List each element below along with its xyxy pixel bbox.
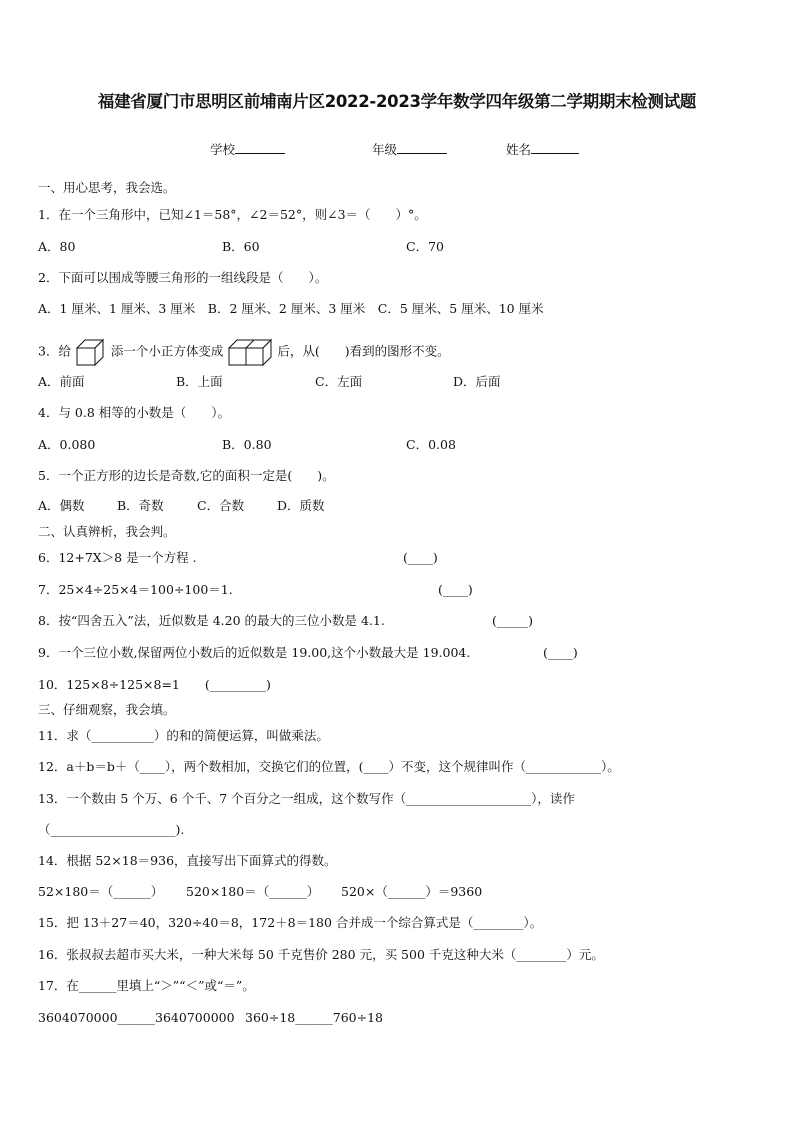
question-1: 1．在一个三角形中，已知∠1＝58°，∠2＝52°，则∠3＝（ ）°。 <box>38 207 427 222</box>
grade-blank[interactable] <box>397 141 447 154</box>
section-3-heading: 三、仔细观察，我会填。 <box>38 702 176 717</box>
name-label: 姓名 <box>506 142 532 157</box>
question-17: 17．在______里填上“＞”“＜”或“＝”。 <box>38 978 255 993</box>
option-c[interactable]: C．左面 <box>315 374 363 389</box>
question-13-line-2[interactable]: （____________________). <box>38 822 185 837</box>
question-11[interactable]: 11．求（__________）的和的简便运算，叫做乘法。 <box>38 728 329 743</box>
comparison-2[interactable]: 360÷18______760÷18 <box>245 1010 383 1025</box>
question-13-line-1[interactable]: 13．一个数由 5 个万、6 个千、7 个百分之一组成，这个数写作（____________________），读作 <box>38 791 575 806</box>
expression-1[interactable]: 52×180＝（______） <box>38 884 164 899</box>
grade-label: 年级 <box>372 142 398 157</box>
section-2-heading: 二、认真辨析，我会判。 <box>38 524 176 539</box>
grade-field[interactable] <box>372 140 447 158</box>
question-8: 8．按“四舍五入”法，近似数是 4.20 的最大的三位小数是 4.1. <box>38 613 385 628</box>
question-9: 9．一个三位小数,保留两位小数后的近似数是 19.00,这个小数最大是 19.004. <box>38 645 471 660</box>
question-10[interactable]: 10．125×8÷125×8=1 (_________) <box>38 677 271 692</box>
question-3 <box>38 338 450 366</box>
question-4: 4．与 0.8 相等的小数是（ ）。 <box>38 405 231 420</box>
option-a[interactable]: A．前面 <box>38 374 85 389</box>
name-field[interactable] <box>506 140 579 158</box>
question-8-answer-blank[interactable]: (_____) <box>492 613 534 628</box>
question-3-part2: 添一个小正方体变成 <box>110 343 224 359</box>
expression-2[interactable]: 520×180＝（______） <box>186 884 320 899</box>
student-info-row <box>0 140 794 160</box>
page-title: 福建省厦门市思明区前埔南片区2022-2023学年数学四年级第二学期期末检测试题 <box>97 92 697 111</box>
section-1-heading: 一、用心思考，我会选。 <box>38 180 176 195</box>
option-d[interactable]: D．质数 <box>277 498 325 513</box>
option-b[interactable]: B．奇数 <box>117 498 164 513</box>
school-field[interactable] <box>210 140 285 158</box>
comparison-1[interactable]: 3604070000______3640700000 <box>38 1010 235 1025</box>
double-cube-icon <box>227 338 273 366</box>
option-b[interactable]: B．60 <box>222 239 260 254</box>
option-b[interactable]: B．0.80 <box>222 437 272 452</box>
name-blank[interactable] <box>531 141 579 154</box>
school-label: 学校 <box>210 142 236 157</box>
option-c[interactable]: C．70 <box>406 239 444 254</box>
option-a[interactable]: A．0.080 <box>38 437 96 452</box>
question-15[interactable]: 15．把 13＋27＝40，320÷40＝8，172＋8＝180 合并成一个综合算式是（________）。 <box>38 915 543 930</box>
single-cube-icon <box>75 338 107 366</box>
option-c[interactable]: C．0.08 <box>406 437 456 452</box>
question-14: 14．根据 52×18＝936，直接写出下面算式的得数。 <box>38 853 337 868</box>
option-c[interactable]: C．合数 <box>197 498 245 513</box>
question-12[interactable]: 12．a＋b＝b＋（____），两个数相加，交换它们的位置，(____）不变，这个规律叫作（____________）。 <box>38 759 620 774</box>
question-7: 7．25×4÷25×4＝100÷100＝1. <box>38 582 233 597</box>
option-a[interactable]: A．80 <box>38 239 76 254</box>
school-blank[interactable] <box>235 141 285 154</box>
question-2-options[interactable]: A．1 厘米、1 厘米、3 厘米 B．2 厘米、2 厘米、3 厘米 C．5 厘米、5 厘米、10 厘米 <box>38 301 544 316</box>
question-2: 2．下面可以围成等腰三角形的一组线段是（ ）。 <box>38 270 328 285</box>
question-6: 6．12+7X＞8 是一个方程 . <box>38 550 197 565</box>
question-6-answer-blank[interactable]: (____) <box>403 550 438 565</box>
expression-3[interactable]: 520×（______）＝9360 <box>341 884 483 899</box>
question-9-answer-blank[interactable]: (____) <box>543 645 578 660</box>
option-b[interactable]: B．上面 <box>176 374 223 389</box>
question-16[interactable]: 16．张叔叔去超市买大米，一种大米每 50 千克售价 280 元，买 500 千克这种大米（________）元。 <box>38 947 604 962</box>
option-d[interactable]: D．后面 <box>453 374 501 389</box>
question-3-part1: 3．给 <box>38 343 71 359</box>
question-5: 5．一个正方形的边长是奇数,它的面积一定是( )。 <box>38 468 335 483</box>
question-3-part3: 后，从( )看到的图形不变。 <box>277 343 450 359</box>
option-a[interactable]: A．偶数 <box>38 498 85 513</box>
question-7-answer-blank[interactable]: (____) <box>438 582 473 597</box>
